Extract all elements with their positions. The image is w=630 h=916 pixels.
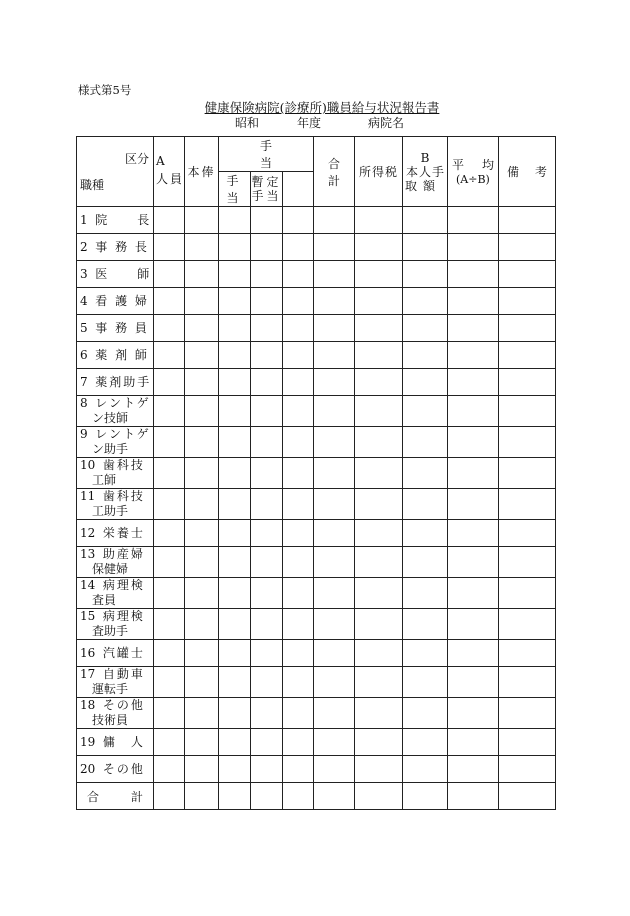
data-cell[interactable] — [251, 698, 283, 729]
occupation-label: 7 薬剤助手 — [77, 369, 154, 396]
occupation-label: 20 その他 — [77, 756, 154, 783]
data-cell[interactable] — [251, 315, 283, 342]
occupation-label: 4 看 護 婦 — [77, 288, 154, 315]
data-cell[interactable] — [499, 458, 556, 489]
data-cell[interactable] — [154, 261, 185, 288]
data-cell[interactable] — [283, 369, 314, 396]
data-cell[interactable] — [283, 756, 314, 783]
data-cell[interactable] — [499, 756, 556, 783]
data-cell[interactable] — [355, 396, 403, 427]
data-cell[interactable] — [314, 369, 355, 396]
data-cell[interactable] — [219, 756, 251, 783]
data-cell[interactable] — [355, 489, 403, 520]
data-cell[interactable] — [314, 729, 355, 756]
data-cell[interactable] — [154, 234, 185, 261]
data-cell[interactable] — [314, 427, 355, 458]
data-cell[interactable] — [403, 234, 448, 261]
occupation-label: 11 歯科技 工助手 — [77, 489, 154, 520]
data-cell[interactable] — [403, 489, 448, 520]
table-row — [77, 458, 556, 489]
data-cell[interactable] — [185, 520, 219, 547]
data-cell[interactable] — [283, 640, 314, 667]
data-cell[interactable] — [499, 207, 556, 234]
table-row — [77, 369, 556, 396]
data-cell[interactable] — [448, 547, 499, 578]
data-cell[interactable] — [403, 288, 448, 315]
data-cell[interactable] — [219, 234, 251, 261]
occupation-label: 18 その他 技術員 — [77, 698, 154, 729]
data-cell[interactable] — [403, 458, 448, 489]
data-cell[interactable] — [154, 609, 185, 640]
header-average — [448, 137, 499, 207]
data-cell[interactable] — [403, 578, 448, 609]
data-cell[interactable] — [499, 609, 556, 640]
header-b-label1: 本人手 — [405, 164, 445, 179]
data-cell[interactable] — [403, 756, 448, 783]
data-cell[interactable] — [154, 315, 185, 342]
era-label: 昭和 — [235, 116, 260, 130]
header-headcount — [154, 137, 185, 207]
data-cell[interactable] — [154, 756, 185, 783]
table-row — [77, 609, 556, 640]
data-cell[interactable] — [355, 427, 403, 458]
header-kubun: 区分 — [124, 152, 149, 166]
data-cell[interactable] — [448, 489, 499, 520]
data-cell[interactable] — [448, 315, 499, 342]
data-cell[interactable] — [499, 342, 556, 369]
header-allowance-blank — [283, 172, 314, 207]
data-cell[interactable] — [403, 315, 448, 342]
data-cell[interactable] — [185, 547, 219, 578]
form-number: 様式第5号 — [78, 83, 132, 97]
data-cell[interactable] — [185, 207, 219, 234]
occupation-label: 9 レントゲ ン助手 — [77, 427, 154, 458]
data-cell[interactable] — [355, 315, 403, 342]
data-cell[interactable] — [499, 315, 556, 342]
data-cell[interactable] — [283, 342, 314, 369]
header-total: 合計 — [314, 137, 355, 207]
data-cell[interactable] — [314, 489, 355, 520]
data-cell[interactable] — [251, 667, 283, 698]
data-cell[interactable] — [314, 783, 355, 810]
data-cell[interactable] — [283, 520, 314, 547]
data-cell[interactable] — [185, 756, 219, 783]
data-cell[interactable] — [154, 427, 185, 458]
data-cell[interactable] — [448, 578, 499, 609]
data-cell[interactable] — [219, 729, 251, 756]
header-avg-formula: (A÷B) — [456, 173, 490, 186]
data-cell[interactable] — [154, 640, 185, 667]
data-cell[interactable] — [185, 609, 219, 640]
table-row — [77, 756, 556, 783]
data-cell[interactable] — [219, 342, 251, 369]
data-cell[interactable] — [403, 427, 448, 458]
header-base-salary: 本俸 — [185, 137, 219, 207]
data-cell[interactable] — [185, 489, 219, 520]
data-cell[interactable] — [251, 489, 283, 520]
data-cell[interactable] — [355, 756, 403, 783]
data-cell[interactable] — [185, 667, 219, 698]
data-cell[interactable] — [283, 578, 314, 609]
data-cell[interactable] — [185, 783, 219, 810]
header-provisional-allowance: 暫定 手当 — [251, 172, 283, 207]
header-avg-a: 平 — [452, 158, 465, 172]
data-cell[interactable] — [283, 698, 314, 729]
data-cell[interactable] — [251, 261, 283, 288]
header-kubun-shokushu — [77, 137, 154, 207]
data-cell[interactable] — [219, 369, 251, 396]
occupation-label: 6 薬 剤 師 — [77, 342, 154, 369]
table-row — [77, 234, 556, 261]
table-row — [77, 396, 556, 427]
data-cell[interactable] — [219, 640, 251, 667]
data-cell[interactable] — [283, 489, 314, 520]
data-cell[interactable] — [219, 547, 251, 578]
data-cell[interactable] — [314, 315, 355, 342]
occupation-label: 1 院 長 — [77, 207, 154, 234]
data-cell[interactable] — [314, 458, 355, 489]
data-cell[interactable] — [154, 369, 185, 396]
data-cell[interactable] — [219, 207, 251, 234]
data-cell[interactable] — [154, 547, 185, 578]
data-cell[interactable] — [403, 609, 448, 640]
table-row — [77, 729, 556, 756]
data-cell[interactable] — [185, 315, 219, 342]
data-cell[interactable] — [251, 783, 283, 810]
occupation-label: 15 病理検 査助手 — [77, 609, 154, 640]
data-cell[interactable] — [355, 520, 403, 547]
header-remarks — [499, 137, 556, 207]
header-shokushu: 職種 — [80, 178, 105, 192]
data-cell[interactable] — [185, 234, 219, 261]
data-cell[interactable] — [185, 396, 219, 427]
table-row — [77, 342, 556, 369]
data-cell[interactable] — [448, 342, 499, 369]
data-cell[interactable] — [283, 783, 314, 810]
data-cell[interactable] — [154, 667, 185, 698]
data-cell[interactable] — [403, 520, 448, 547]
data-cell[interactable] — [283, 729, 314, 756]
data-cell[interactable] — [251, 369, 283, 396]
data-cell[interactable] — [219, 261, 251, 288]
data-cell[interactable] — [314, 667, 355, 698]
data-cell[interactable] — [154, 729, 185, 756]
data-cell[interactable] — [219, 396, 251, 427]
data-cell[interactable] — [448, 234, 499, 261]
data-cell[interactable] — [251, 756, 283, 783]
occupation-label: 17 自動車 運転手 — [77, 667, 154, 698]
data-cell[interactable] — [185, 369, 219, 396]
data-cell[interactable] — [403, 667, 448, 698]
data-cell[interactable] — [499, 783, 556, 810]
data-cell[interactable] — [448, 698, 499, 729]
data-cell[interactable] — [251, 520, 283, 547]
data-cell[interactable] — [283, 288, 314, 315]
data-cell[interactable] — [403, 698, 448, 729]
data-cell[interactable] — [448, 396, 499, 427]
data-cell[interactable] — [448, 756, 499, 783]
data-cell[interactable] — [154, 520, 185, 547]
data-cell[interactable] — [283, 396, 314, 427]
data-cell[interactable] — [355, 288, 403, 315]
data-cell[interactable] — [499, 640, 556, 667]
data-cell[interactable] — [219, 698, 251, 729]
data-cell[interactable] — [283, 609, 314, 640]
data-cell[interactable] — [499, 234, 556, 261]
data-cell[interactable] — [355, 342, 403, 369]
data-cell[interactable] — [251, 640, 283, 667]
data-cell[interactable] — [283, 458, 314, 489]
data-cell[interactable] — [499, 261, 556, 288]
occupation-label: 16 汽罐士 — [77, 640, 154, 667]
data-cell[interactable] — [448, 458, 499, 489]
data-cell[interactable] — [251, 234, 283, 261]
data-cell[interactable] — [448, 261, 499, 288]
data-cell[interactable] — [403, 783, 448, 810]
data-cell[interactable] — [185, 729, 219, 756]
page-title: 健康保険病院(診療所)職員給与状況報告書 — [204, 100, 440, 115]
data-cell[interactable] — [251, 547, 283, 578]
data-cell[interactable] — [499, 729, 556, 756]
table-row — [77, 207, 556, 234]
data-cell[interactable] — [185, 578, 219, 609]
table-row — [77, 547, 556, 578]
header-remarks-b: 考 — [534, 165, 547, 179]
table-row — [77, 315, 556, 342]
data-cell[interactable] — [499, 698, 556, 729]
data-cell[interactable] — [185, 342, 219, 369]
data-cell[interactable] — [154, 783, 185, 810]
table-row — [77, 520, 556, 547]
data-cell[interactable] — [355, 578, 403, 609]
data-cell[interactable] — [499, 288, 556, 315]
data-cell[interactable] — [448, 207, 499, 234]
data-cell[interactable] — [283, 547, 314, 578]
data-cell[interactable] — [251, 396, 283, 427]
data-cell[interactable] — [283, 207, 314, 234]
data-cell[interactable] — [219, 520, 251, 547]
data-cell[interactable] — [314, 234, 355, 261]
data-cell[interactable] — [219, 458, 251, 489]
data-cell[interactable] — [219, 489, 251, 520]
table-row — [77, 667, 556, 698]
data-cell[interactable] — [251, 729, 283, 756]
data-cell[interactable] — [355, 234, 403, 261]
data-cell[interactable] — [448, 783, 499, 810]
data-cell[interactable] — [154, 578, 185, 609]
data-cell[interactable] — [314, 288, 355, 315]
data-cell[interactable] — [154, 396, 185, 427]
data-cell[interactable] — [403, 396, 448, 427]
data-cell[interactable] — [499, 489, 556, 520]
table-row — [77, 640, 556, 667]
data-cell[interactable] — [251, 427, 283, 458]
occupation-label: 10 歯科技 工師 — [77, 458, 154, 489]
data-cell[interactable] — [154, 207, 185, 234]
data-cell[interactable] — [185, 458, 219, 489]
data-cell[interactable] — [185, 640, 219, 667]
data-cell[interactable] — [251, 458, 283, 489]
header-take-home — [403, 137, 448, 207]
data-cell[interactable] — [251, 288, 283, 315]
data-cell[interactable] — [185, 261, 219, 288]
data-cell[interactable] — [403, 369, 448, 396]
data-cell[interactable] — [355, 729, 403, 756]
data-cell[interactable] — [355, 369, 403, 396]
data-cell[interactable] — [314, 578, 355, 609]
data-cell[interactable] — [154, 489, 185, 520]
data-cell[interactable] — [448, 609, 499, 640]
occupation-label: 8 レントゲ ン技師 — [77, 396, 154, 427]
occupation-label: 13 助産婦 保健婦 — [77, 547, 154, 578]
header-a-mark: A — [156, 154, 165, 168]
data-cell[interactable] — [251, 609, 283, 640]
data-cell[interactable] — [499, 547, 556, 578]
data-cell[interactable] — [154, 342, 185, 369]
data-cell[interactable] — [448, 667, 499, 698]
data-cell[interactable] — [355, 609, 403, 640]
data-cell[interactable] — [355, 458, 403, 489]
data-cell[interactable] — [251, 207, 283, 234]
data-cell[interactable] — [185, 698, 219, 729]
data-cell[interactable] — [283, 234, 314, 261]
data-cell[interactable] — [499, 396, 556, 427]
data-cell[interactable] — [403, 342, 448, 369]
total-label: 合 計 — [77, 783, 154, 810]
data-cell[interactable] — [403, 729, 448, 756]
data-cell[interactable] — [154, 698, 185, 729]
data-cell[interactable] — [355, 640, 403, 667]
data-cell[interactable] — [314, 396, 355, 427]
data-cell[interactable] — [499, 667, 556, 698]
data-cell[interactable] — [355, 698, 403, 729]
occupation-label: 12 栄養士 — [77, 520, 154, 547]
data-cell[interactable] — [403, 261, 448, 288]
data-cell[interactable] — [314, 756, 355, 783]
data-cell[interactable] — [448, 427, 499, 458]
data-cell[interactable] — [355, 783, 403, 810]
data-cell[interactable] — [219, 315, 251, 342]
data-cell[interactable] — [314, 520, 355, 547]
data-cell[interactable] — [251, 342, 283, 369]
data-cell[interactable] — [185, 427, 219, 458]
data-cell[interactable] — [219, 578, 251, 609]
data-cell[interactable] — [314, 261, 355, 288]
data-cell[interactable] — [499, 369, 556, 396]
table-row — [77, 489, 556, 520]
data-cell[interactable] — [185, 288, 219, 315]
total-row — [77, 783, 556, 810]
data-cell[interactable] — [499, 578, 556, 609]
table-row — [77, 698, 556, 729]
year-label: 年度 — [297, 116, 322, 130]
data-cell[interactable] — [219, 288, 251, 315]
data-cell[interactable] — [355, 547, 403, 578]
header-b-mark: B — [420, 150, 430, 165]
header-allowance-1: 手当 — [219, 172, 251, 207]
data-cell[interactable] — [448, 369, 499, 396]
header-allowance: 手当 — [219, 137, 314, 172]
data-cell[interactable] — [314, 609, 355, 640]
data-cell[interactable] — [403, 640, 448, 667]
data-cell[interactable] — [314, 207, 355, 234]
header-avg-b: 均 — [482, 158, 495, 172]
header-income-tax: 所得税 — [355, 137, 403, 207]
data-cell[interactable] — [314, 342, 355, 369]
occupation-label: 2 事 務 長 — [77, 234, 154, 261]
data-cell[interactable] — [448, 520, 499, 547]
data-cell[interactable] — [283, 261, 314, 288]
occupation-label: 3 医 師 — [77, 261, 154, 288]
data-cell[interactable] — [283, 667, 314, 698]
data-cell[interactable] — [403, 207, 448, 234]
hospital-name-label: 病院名 — [368, 116, 405, 130]
table-row — [77, 288, 556, 315]
data-cell[interactable] — [499, 520, 556, 547]
data-cell[interactable] — [251, 578, 283, 609]
data-cell[interactable] — [314, 698, 355, 729]
occupation-label: 5 事 務 員 — [77, 315, 154, 342]
table-row — [77, 578, 556, 609]
data-cell[interactable] — [314, 547, 355, 578]
data-cell[interactable] — [219, 783, 251, 810]
data-cell[interactable] — [283, 315, 314, 342]
occupation-label: 14 病理検 査員 — [77, 578, 154, 609]
header-remarks-a: 備 — [507, 165, 520, 179]
data-cell[interactable] — [448, 640, 499, 667]
data-cell[interactable] — [314, 640, 355, 667]
data-cell[interactable] — [448, 729, 499, 756]
salary-report-table — [76, 136, 556, 810]
data-cell[interactable] — [219, 667, 251, 698]
data-cell[interactable] — [355, 207, 403, 234]
data-cell[interactable] — [154, 458, 185, 489]
data-cell[interactable] — [154, 288, 185, 315]
data-cell[interactable] — [355, 667, 403, 698]
data-cell[interactable] — [448, 288, 499, 315]
data-cell[interactable] — [499, 427, 556, 458]
data-cell[interactable] — [355, 261, 403, 288]
header-a-label: 人員 — [156, 172, 185, 186]
table-row — [77, 427, 556, 458]
data-cell[interactable] — [283, 427, 314, 458]
occupation-label: 19 傭 人 — [77, 729, 154, 756]
header-b-label2: 取額 — [405, 178, 442, 193]
table-row — [77, 261, 556, 288]
data-cell[interactable] — [403, 547, 448, 578]
data-cell[interactable] — [219, 427, 251, 458]
data-cell[interactable] — [219, 609, 251, 640]
